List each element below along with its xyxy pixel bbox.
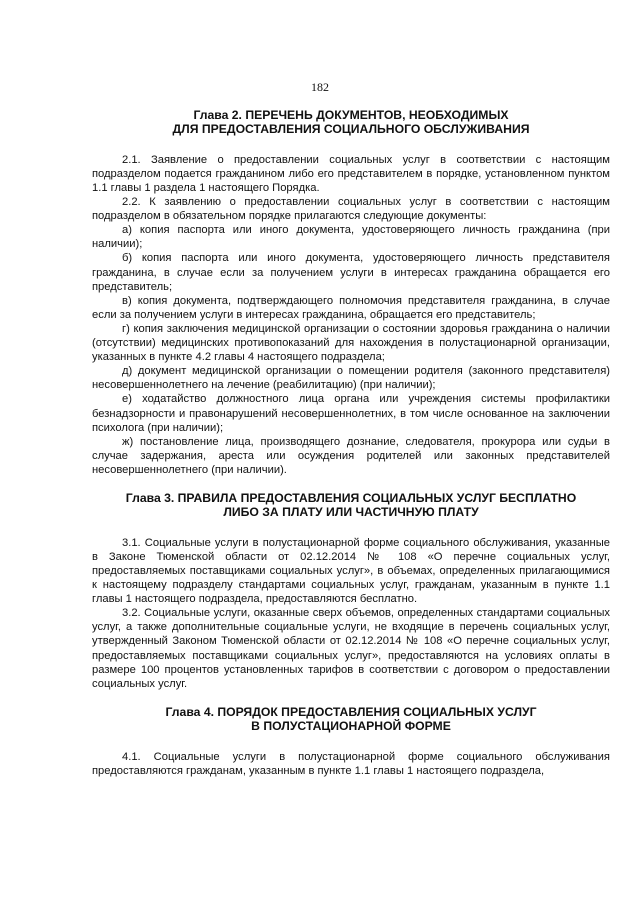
heading-line: В ПОЛУСТАЦИОНАРНОЙ ФОРМЕ	[251, 719, 451, 734]
list-item-d: д) документ медицинской организации о помещении родителя (законного представителя) несовершеннолетнего на лечение (реабилитацию) (при наличии);	[92, 365, 610, 392]
heading-line: Глава 3. ПРАВИЛА ПРЕДОСТАВЛЕНИЯ СОЦИАЛЬНЫХ УСЛУГ БЕСПЛАТНО	[125, 490, 577, 505]
list-item-zh: ж) постановление лица, производящего дознание, следователя, прокурора или судьи в случае задержания, ареста или осуждения родителей или законных представителей несовершеннолетнего (при наличии).	[92, 435, 610, 476]
page-number: 182	[311, 80, 329, 94]
heading-line: ЛИБО ЗА ПЛАТУ ИЛИ ЧАСТИЧНУЮ ПЛАТУ	[223, 505, 479, 520]
list-item-a: а) копия паспорта или иного документа, удостоверяющего личность гражданина (при наличии);	[92, 224, 610, 251]
document-body	[92, 108, 610, 778]
list-item-b: б) копия паспорта или иного документа, удостоверяющего личность представителя гражданина, в случае если за получением услуги в интересах гражданина обращается его представитель;	[92, 252, 610, 293]
paragraph-4-1: 4.1. Социальные услуги в полустационарной форме социального обслуживания предоставляются гражданам, указанным в пункте 1.1 главы 1 настоящего подраздела,	[92, 750, 610, 777]
chapter-4-heading	[92, 705, 610, 734]
list-item-e: е) ходатайство должностного лица органа или учреждения системы профилактики безнадзорности и правонарушений несовершеннолетних, в том числе основанное на заключении психолога (при наличии);	[92, 393, 610, 434]
paragraph-3-1: 3.1. Социальные услуги в полустационарной форме социального обслуживания, указанные в Законе Тюменской области от 02.12.2014 № 108 «О перечне социальных услуг, предоставляемых поставщиками социальных услуг», в объемах, определенных прилагающимися к настоящему подразделу стандартами социальных услуг, гражданам, указанным в пункте 1.1 главы 1 настоящего подраздела, предоставляются бесплатно.	[92, 536, 610, 606]
heading-line: Глава 4. ПОРЯДОК ПРЕДОСТАВЛЕНИЯ СОЦИАЛЬНЫХ УСЛУГ	[165, 704, 537, 719]
paragraph-3-2: 3.2. Социальные услуги, оказанные сверх объемов, определенных стандартами социальных услуг, а также дополнительные социальные услуги, не входящие в перечень социальных услуг, утвержденный Законом Тюменской области от 02.12.2014 № 108 «О перечне социальных услуг, предоставляемых поставщиками социальных услуг», предоставляются на условиях оплаты в размере 100 процентов установленных тарифов в соответствии с договором о предоставлении социальных услуг.	[92, 607, 610, 690]
paragraph-2-1: 2.1. Заявление о предоставлении социальных услуг в соответствии с настоящим подразделом подается гражданином либо его представителем в порядке, установленном пунктом 1.1 главы 1 раздела 1 настоящего Порядка.	[92, 153, 610, 194]
heading-line: ДЛЯ ПРЕДОСТАВЛЕНИЯ СОЦИАЛЬНОГО ОБСЛУЖИВАНИЯ	[172, 122, 530, 137]
list-item-g: г) копия заключения медицинской организации о состоянии здоровья гражданина о наличии (отсутствии) медицинских противопоказаний для нахождения в полустационарной организации, указанных в пункте 4.2 главы 4 настоящего подраздела;	[92, 322, 610, 364]
heading-line: Глава 2. ПЕРЕЧЕНЬ ДОКУМЕНТОВ, НЕОБХОДИМЫХ	[193, 108, 509, 122]
chapter-3-heading	[92, 491, 610, 520]
chapter-2-heading	[92, 108, 610, 137]
list-item-v: в) копия документа, подтверждающего полномочия представителя гражданина, в случае если за получением услуги в интересах гражданина, обращается его представитель;	[92, 294, 610, 321]
paragraph-2-2: 2.2. К заявлению о предоставлении социальных услуг в соответствии с настоящим подразделом в обязательном порядке прилагаются следующие документы:	[92, 196, 610, 223]
